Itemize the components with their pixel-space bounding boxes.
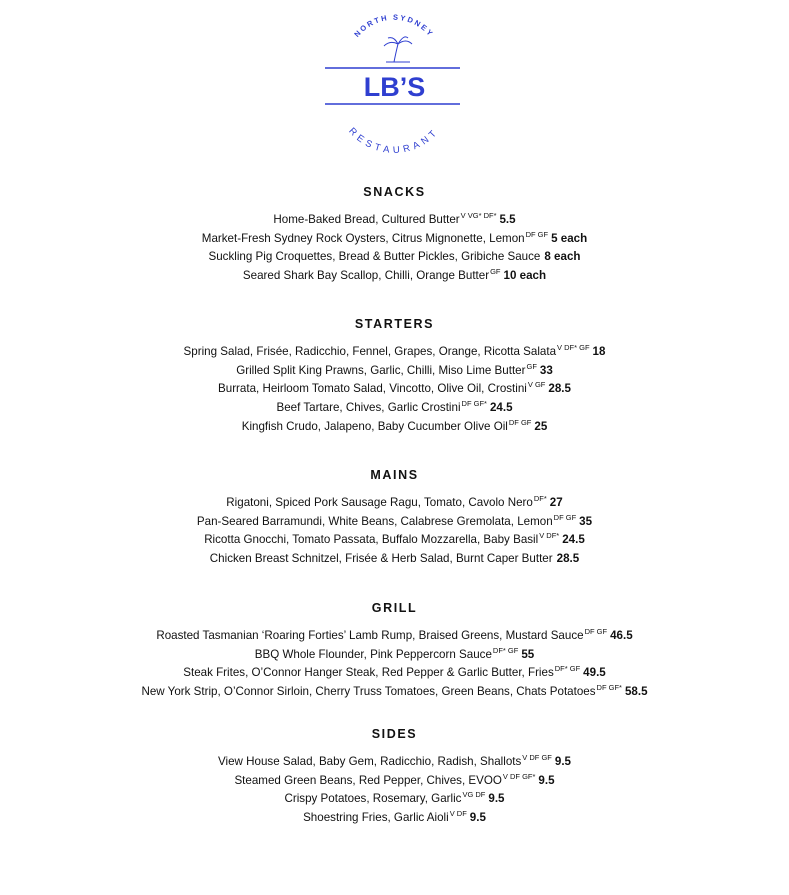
item-name: Ricotta Gnocchi, Tomato Passata, Buffalo Mozzarella, Baby Basil bbox=[204, 533, 539, 547]
dietary-tags: V DF GF* bbox=[502, 771, 536, 781]
menu-item bbox=[0, 207, 789, 226]
item-name: Kingfish Crudo, Jalapeno, Baby Cucumber Olive Oil bbox=[241, 419, 508, 433]
item-price: 28.5 bbox=[556, 552, 580, 566]
item-name: View House Salad, Baby Gem, Radicchio, Radish, Shallots bbox=[217, 755, 522, 768]
item-name: Market-Fresh Sydney Rock Oysters, Citrus Mignonette, Lemon bbox=[201, 231, 525, 245]
menu-item bbox=[0, 805, 789, 824]
dietary-tags: DF* bbox=[533, 494, 547, 503]
logo-title: LB’S bbox=[363, 72, 426, 102]
item-name: Shoestring Fries, Garlic Aioli bbox=[303, 811, 449, 825]
item-price: 9.5 bbox=[554, 755, 572, 768]
section-title: GRILL bbox=[371, 601, 418, 615]
dietary-tags: V DF GF bbox=[522, 753, 552, 762]
item-name: Beef Tartare, Chives, Garlic Crostini bbox=[276, 401, 461, 415]
menu-item bbox=[0, 339, 789, 358]
menu-item bbox=[0, 786, 789, 805]
dietary-tags: V VG* DF* bbox=[460, 211, 497, 220]
item-price: 5 each bbox=[551, 231, 588, 245]
menu-item bbox=[0, 509, 789, 528]
item-price: 33 bbox=[539, 363, 553, 377]
item-price: 46.5 bbox=[610, 629, 633, 642]
menu-item bbox=[0, 358, 789, 377]
dietary-tags: DF* GF bbox=[492, 645, 519, 655]
logo-bottom-textpath: RESTAURANT bbox=[346, 125, 442, 157]
item-name: Steamed Green Beans, Red Pepper, Chives, EVOO bbox=[234, 773, 502, 787]
item-name: Spring Salad, Frisée, Radicchio, Fennel, Grapes, Orange, Ricotta Salata bbox=[183, 345, 557, 358]
menu-item bbox=[0, 226, 789, 245]
menu-item bbox=[0, 768, 789, 787]
menu-item bbox=[0, 527, 789, 546]
logo-top-text bbox=[352, 13, 435, 39]
dietary-tags: V DF bbox=[449, 809, 467, 819]
item-name: Suckling Pig Croquettes, Bread & Butter Pickles, Gribiche Sauce bbox=[208, 250, 541, 264]
restaurant-logo bbox=[0, 0, 789, 160]
menu-item bbox=[0, 395, 789, 414]
menu-item bbox=[0, 679, 789, 698]
menu-item bbox=[0, 546, 789, 565]
item-price: 24.5 bbox=[489, 401, 513, 415]
menu-item bbox=[0, 263, 789, 282]
item-price: 10 each bbox=[503, 269, 547, 283]
section-title: STARTERS bbox=[354, 317, 435, 331]
item-price: 24.5 bbox=[562, 533, 585, 547]
item-price: 5.5 bbox=[499, 213, 516, 226]
item-price: 18 bbox=[592, 345, 606, 358]
item-price: 49.5 bbox=[583, 666, 606, 680]
section-title: SIDES bbox=[371, 727, 418, 741]
item-price: 35 bbox=[579, 514, 593, 528]
section-starters bbox=[0, 315, 789, 432]
item-price: 55 bbox=[521, 647, 535, 661]
item-name: Home-Baked Bread, Cultured Butter bbox=[273, 213, 460, 226]
section-snacks bbox=[0, 183, 789, 282]
item-price: 28.5 bbox=[548, 382, 571, 396]
dietary-tags: V DF* GF bbox=[557, 343, 590, 352]
item-price: 25 bbox=[534, 419, 548, 433]
item-price: 9.5 bbox=[488, 792, 505, 806]
dietary-tags: V DF* bbox=[539, 531, 560, 541]
item-name: Chicken Breast Schnitzel, Frisée & Herb Salad, Burnt Caper Butter bbox=[209, 552, 553, 566]
dietary-tags: GF bbox=[490, 267, 501, 277]
section-title: SNACKS bbox=[363, 185, 426, 199]
item-name: BBQ Whole Flounder, Pink Peppercorn Sauce bbox=[254, 647, 492, 661]
dietary-tags: DF GF bbox=[508, 417, 532, 427]
dietary-tags: DF GF* bbox=[461, 399, 487, 409]
palm-tree-icon bbox=[384, 37, 412, 62]
dietary-tags: DF GF* bbox=[596, 683, 622, 693]
item-name: Burrata, Heirloom Tomato Salad, Vincotto, Olive Oil, Crostini bbox=[218, 382, 527, 396]
logo-top-textpath: NORTH SYDNEY bbox=[352, 12, 436, 39]
dietary-tags: DF GF bbox=[525, 229, 549, 239]
dietary-tags: VG DF bbox=[462, 790, 486, 800]
item-price: 9.5 bbox=[469, 811, 486, 825]
item-price: 27 bbox=[549, 496, 563, 509]
item-name: Seared Shark Bay Scallop, Chilli, Orange Butter bbox=[242, 269, 490, 283]
item-name: Roasted Tasmanian ‘Roaring Forties’ Lamb Rump, Braised Greens, Mustard Sauce bbox=[156, 629, 584, 642]
item-price: 8 each bbox=[544, 250, 581, 264]
menu-item bbox=[0, 244, 789, 263]
dietary-tags: DF GF bbox=[553, 512, 577, 522]
item-price: 58.5 bbox=[624, 685, 648, 699]
dietary-tags: DF GF bbox=[584, 627, 608, 636]
menu-item bbox=[0, 642, 789, 661]
section-title: MAINS bbox=[370, 468, 419, 482]
menu-item bbox=[0, 660, 789, 679]
item-name: Steak Frites, O’Connor Hanger Steak, Red Pepper & Garlic Butter, Fries bbox=[183, 666, 554, 680]
dietary-tags: V GF bbox=[527, 380, 546, 390]
menu-item bbox=[0, 749, 789, 768]
section-sides bbox=[0, 725, 789, 824]
menu-item bbox=[0, 490, 789, 509]
section-mains bbox=[0, 466, 789, 565]
dietary-tags: DF* GF bbox=[554, 664, 581, 674]
menu-item bbox=[0, 376, 789, 395]
logo-bottom-text bbox=[346, 126, 441, 156]
item-name: Grilled Split King Prawns, Garlic, Chilli, Miso Lime Butter bbox=[236, 363, 526, 377]
dietary-tags: GF bbox=[526, 361, 537, 371]
item-name: Crispy Potatoes, Rosemary, Garlic bbox=[284, 792, 462, 806]
menu-item bbox=[0, 623, 789, 642]
item-name: New York Strip, O’Connor Sirloin, Cherry Truss Tomatoes, Green Beans, Chats Potatoes bbox=[141, 685, 596, 699]
item-name: Pan-Seared Barramundi, White Beans, Calabrese Gremolata, Lemon bbox=[196, 514, 553, 528]
section-grill bbox=[0, 599, 789, 698]
menu-item bbox=[0, 414, 789, 433]
item-name: Rigatoni, Spiced Pork Sausage Ragu, Tomato, Cavolo Nero bbox=[226, 496, 533, 509]
item-price: 9.5 bbox=[538, 773, 555, 787]
